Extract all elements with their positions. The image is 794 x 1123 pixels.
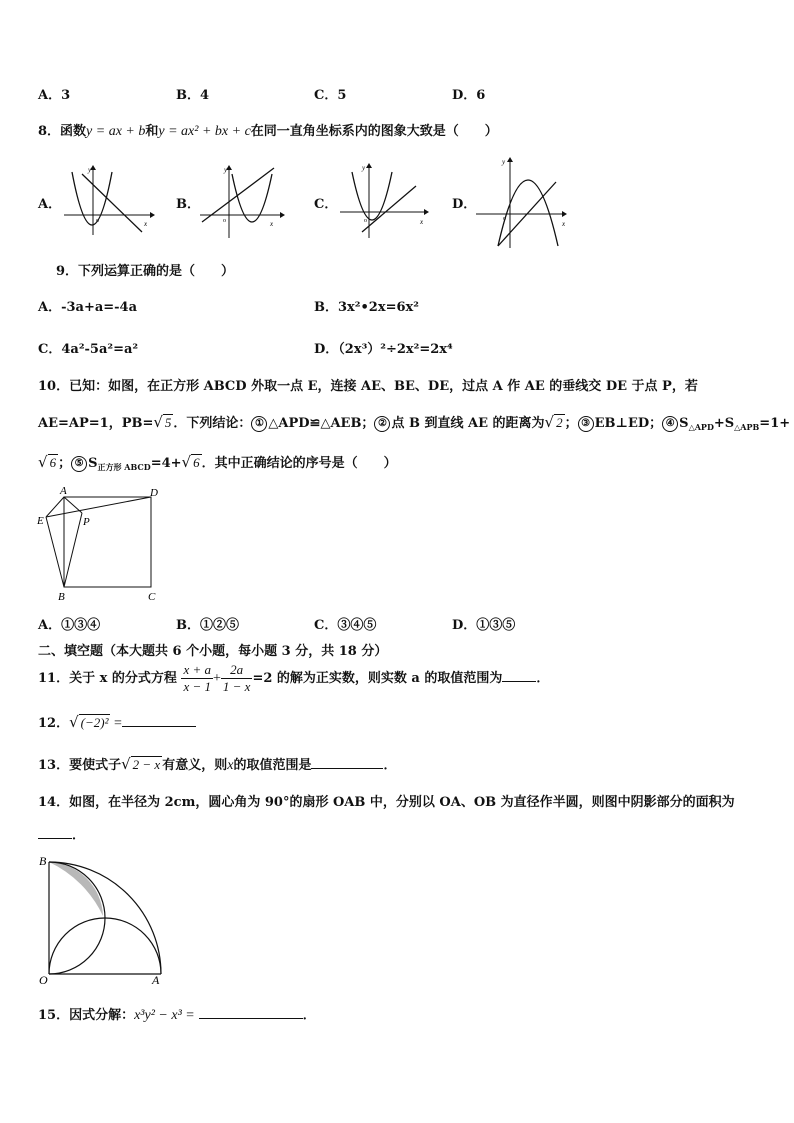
q10-line1: 10．已知：如图，在正方形 ABCD 外取一点 E，连接 AE、BE、DE，过点 A 作 AE 的垂线交 DE 于点 P，若: [38, 379, 698, 394]
q9-option-a: A．-3a+a=-4a: [38, 300, 138, 315]
q12-radicand: (−2)²: [80, 715, 109, 730]
q10-c2-marker: ②: [374, 416, 390, 432]
q10-option-c: C．③④⑤: [314, 618, 377, 633]
q10-option-a: A．①③④: [38, 618, 101, 633]
q8c-line: [362, 186, 416, 232]
q9-stem: 9．下列运算正确的是（ ）: [56, 264, 235, 279]
q8-label-a: A．: [38, 197, 62, 212]
q14-label-a: A: [152, 973, 160, 986]
q11-end: ．: [536, 671, 550, 686]
q8d-origin: o: [503, 216, 506, 222]
q8b-axis-y: y: [224, 166, 228, 174]
q7-option-a: A．3: [38, 88, 71, 103]
q8a-axis-x: x: [144, 220, 148, 228]
q8-suffix: 在同一直角坐标系内的图象大致是（ ）: [250, 124, 498, 139]
q8c-parabola: [352, 172, 392, 220]
q8-graph-d: [472, 152, 582, 252]
q8-label-d: D．: [452, 197, 477, 212]
q8-label-b: B．: [176, 197, 200, 212]
q8-label-c: C．: [314, 197, 338, 212]
q10-option-d: D．①③⑤: [452, 618, 516, 633]
q10-c4-marker: ④: [662, 416, 678, 432]
q14-label-b: B: [39, 854, 47, 868]
q10-c5-eq: =4+: [150, 456, 182, 471]
q10-option-b: B．①②⑤: [176, 618, 239, 633]
q14-figure: [36, 850, 170, 986]
q10-question: ．其中正确结论的序号是（ ）: [201, 456, 397, 471]
q8-eq1: y = ax + b: [86, 124, 146, 139]
q8-graph-c: [336, 160, 436, 240]
q12-answer-blank[interactable]: [122, 726, 196, 727]
q15-expression: x³y² − x³ =: [134, 1008, 195, 1023]
q10-label-b: B: [58, 591, 65, 603]
q10-label-c: C: [148, 591, 156, 603]
q10-line2: AE=AP=1，PB=√ 5 ．下列结论： ① △APD≌△AEB； ② 点 B 到直线 AE 的距离为√ 2 ； ③ EB⊥ED； ④ $S_{\triangle APD}+S_{\triangle APB}=1+$: [38, 413, 791, 432]
q15-answer-blank[interactable]: [199, 1018, 303, 1019]
q10-c4-s: S: [679, 416, 689, 431]
q10-line3: √ 6 ； ⑤ $S_{正方形 ABCD}=4+√$ 6 ．其中正确结论的序号是（ ）: [38, 453, 397, 472]
q12-eq: =: [110, 716, 122, 731]
q8d-axis-x: x: [562, 220, 566, 228]
q10-c3-text: EB⊥ED；: [594, 416, 663, 431]
q12-prefix: 12．: [38, 716, 70, 731]
q7-option-b: B．4: [176, 88, 210, 103]
q10-c4-eq: =1+: [759, 416, 791, 431]
q10-label-p: P: [83, 516, 90, 528]
q13-mid: 有意义，则: [162, 758, 228, 773]
q8b-axis-x: x: [270, 220, 274, 228]
q15-prefix: 15．因式分解：: [38, 1008, 135, 1023]
q14-answer-line: [38, 824, 85, 843]
q15-end: ．: [302, 1008, 316, 1023]
q8d-axis-y: y: [502, 158, 506, 166]
q9-option-d: D．（2x³）²÷2x²=2x⁴: [314, 342, 453, 357]
section-title: 二、填空题（本大题共 6 个小题，每小题 3 分，共 18 分）: [38, 644, 388, 659]
q13-var: x: [227, 758, 234, 773]
q7-option-c: C．5: [314, 88, 347, 103]
q10-label-d: D: [150, 487, 158, 499]
q8a-line: [82, 174, 142, 232]
q13-prefix: 13．要使式子: [38, 758, 122, 773]
q11-prefix: 11．关于 x 的分式方程: [38, 671, 177, 686]
q8c-axis-x: x: [420, 218, 424, 226]
q8-eq2: y = ax² + bx + c: [158, 124, 251, 139]
q14-stem: 14．如图，在半径为 2cm，圆心角为 90°的扇形 OAB 中，分别以 OA、OB 为直径作半圆，则图中阴影部分的面积为: [38, 795, 735, 810]
q10-label-e: E: [37, 515, 44, 527]
q8-number: 8．函数: [38, 124, 87, 139]
q14-shaded-region: [49, 862, 103, 916]
q10-sqrt6a: 6: [49, 455, 57, 470]
q10-c1-marker: ①: [251, 416, 267, 432]
q10-c5-sub: 正方形 ABCD: [97, 462, 151, 472]
q11-fraction-2: $\frac{2a}{1 - x}$: [222, 662, 251, 694]
q13: 13．要使式子√ 2 − x 有意义，则x的取值范围是 ．: [38, 755, 397, 773]
q10-c4-sub1: △APD: [688, 422, 714, 432]
q9-option-b: B．3x²•2x=6x²: [314, 300, 419, 315]
q8-and: 和: [145, 124, 159, 139]
q9-option-c: C．4a²-5a²=a²: [38, 342, 139, 357]
q11-suffix: =2 的解为正实数，则实数 a 的取值范围为: [252, 671, 503, 686]
q13-suffix: 的取值范围是: [233, 758, 312, 773]
q8a-origin: o: [96, 218, 99, 224]
q15: [38, 1004, 316, 1024]
q10-conclusions-label: ．下列结论：: [173, 416, 252, 431]
q10-sqrt6b: 6: [193, 455, 200, 470]
q10-label-a: A: [60, 485, 67, 497]
q13-radicand: 2 − x: [132, 757, 161, 772]
q8c-axis-y: y: [362, 164, 366, 172]
q8-graph-b: [196, 160, 296, 240]
q8-stem: [38, 120, 498, 140]
q14-label-o: O: [39, 973, 48, 986]
q10-c4-sub2: △APB: [734, 422, 760, 432]
q7-option-d: D．6: [452, 88, 486, 103]
q8b-line: [202, 168, 274, 222]
q8b-origin: o: [223, 218, 226, 224]
q11-plus: +: [212, 671, 221, 686]
q8-graph-a: [60, 160, 160, 240]
q8a-parabola: [72, 172, 112, 225]
q11-fraction-1: $\frac{x + a}{x - 1}$: [183, 662, 211, 694]
q10-square: [64, 497, 151, 587]
q10-sqrt2: 2: [556, 415, 563, 430]
q13-answer-blank[interactable]: [311, 768, 383, 769]
q10-figure: [34, 484, 168, 604]
q10-c5-s: S: [88, 456, 98, 471]
q8c-origin: o: [364, 218, 367, 224]
q12: 12．√ (−2)² =: [38, 712, 196, 732]
q10-c5-marker: ⑤: [71, 456, 87, 472]
q14-end: ．: [72, 828, 86, 843]
q11: [38, 662, 549, 695]
q8a-axis-y: y: [88, 166, 92, 174]
q14-answer-blank[interactable]: [38, 838, 72, 839]
q10-c3-marker: ③: [578, 416, 594, 432]
q10-given: AE=AP=1，PB=: [38, 416, 154, 431]
q10-c2-text: 点 B 到直线 AE 的距离为: [391, 416, 545, 431]
q10-sqrt5: 5: [164, 415, 172, 430]
q11-answer-blank[interactable]: [502, 681, 536, 682]
q10-c1-text: △APD≌△AEB；: [268, 416, 375, 431]
q13-end: ．: [383, 758, 397, 773]
q10-c4-plus: +S: [713, 416, 735, 431]
